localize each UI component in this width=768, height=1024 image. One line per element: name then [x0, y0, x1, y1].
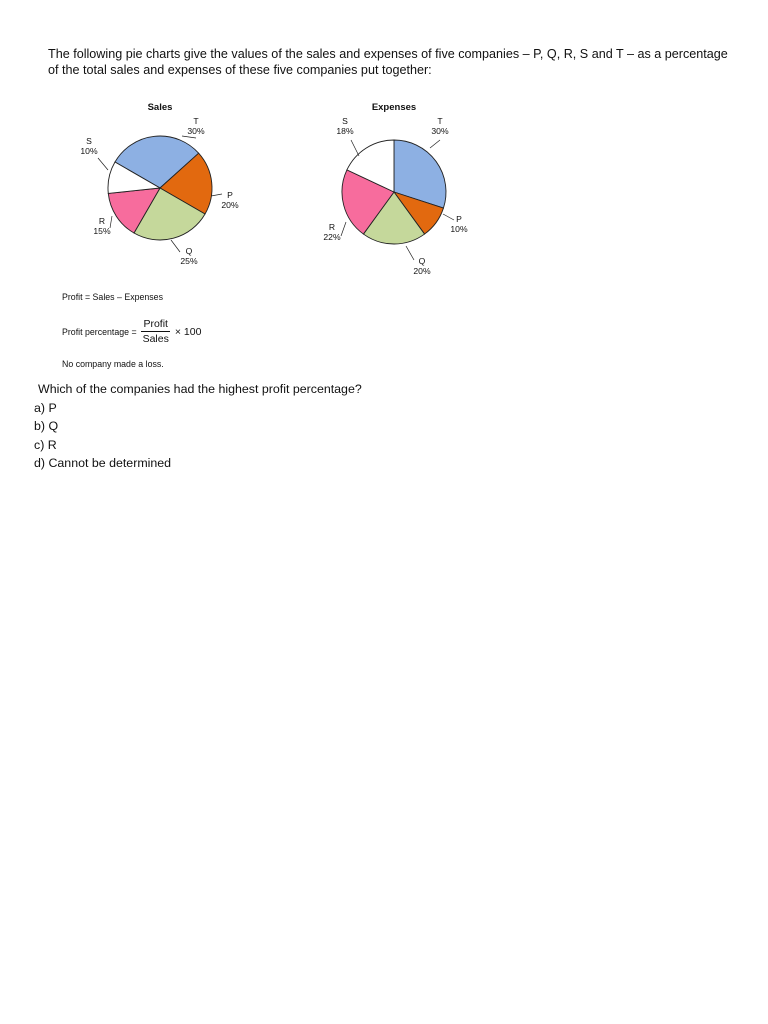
pie-label-q: Q — [185, 246, 193, 256]
pie-leader-q — [406, 246, 414, 260]
question-block — [34, 380, 362, 473]
intro-paragraph — [48, 46, 748, 78]
formula-fraction — [141, 318, 171, 345]
pie-label-r: R — [328, 222, 336, 232]
pie-label-p: P — [456, 214, 462, 224]
profit-definition: Profit = Sales – Expenses — [62, 292, 163, 302]
question-text: Which of the companies had the highest profit percentage? — [38, 382, 362, 396]
formula-multiplier: × 100 — [174, 325, 202, 338]
pie-leader-r — [341, 222, 346, 236]
pie-label-t: T — [437, 116, 443, 126]
pie-leader-p — [443, 214, 454, 220]
pie-label-t: T — [193, 116, 199, 126]
pie-leader-s — [98, 158, 108, 170]
intro-line-1: The following pie charts give the values of the sales and expenses of five companies – P, Q, R, S and T – as a percentage — [48, 47, 728, 61]
formula-numerator: Profit — [143, 318, 168, 330]
pie-0 — [80, 102, 239, 266]
pie-value-t: 30% — [187, 126, 205, 136]
formula-label: Profit percentage = — [62, 326, 137, 337]
pie-value-p: 10% — [450, 224, 468, 234]
pie-label-p: P — [227, 190, 233, 200]
pie-value-r: 15% — [93, 226, 111, 236]
pie-leader-t — [430, 140, 440, 148]
profit-percentage-formula — [62, 318, 201, 345]
option-c: c) R — [34, 437, 57, 452]
pie-value-q: 20% — [413, 266, 431, 276]
pie-label-s: S — [342, 116, 348, 126]
pie-value-s: 10% — [80, 146, 98, 156]
pie-value-t: 30% — [431, 126, 449, 136]
option-b: b) Q — [34, 419, 59, 433]
pie-value-s: 18% — [336, 126, 354, 136]
option-a: a) P — [34, 400, 57, 415]
option-d: d) Cannot be determined — [34, 456, 172, 470]
formula-denominator: Sales — [142, 333, 169, 345]
pie-leader-q — [171, 240, 180, 252]
pie-title: Expenses — [371, 102, 417, 113]
pie-value-p: 20% — [221, 200, 239, 210]
intro-line-2: of the total sales and expenses of these five companies put together: — [48, 63, 432, 77]
pie-leader-t — [182, 136, 196, 138]
pie-label-r: R — [98, 216, 106, 226]
pie-value-r: 22% — [323, 232, 341, 242]
pie-value-q: 25% — [180, 256, 198, 266]
pie-label-s: S — [86, 136, 92, 146]
pie-1 — [323, 102, 468, 276]
pie-title: Sales — [147, 102, 173, 113]
pie-leader-p — [211, 194, 222, 196]
pie-leader-s — [351, 140, 359, 156]
pie-charts-svg — [46, 88, 482, 288]
no-loss-note: No company made a loss. — [62, 359, 164, 369]
pie-label-q: Q — [418, 256, 426, 266]
